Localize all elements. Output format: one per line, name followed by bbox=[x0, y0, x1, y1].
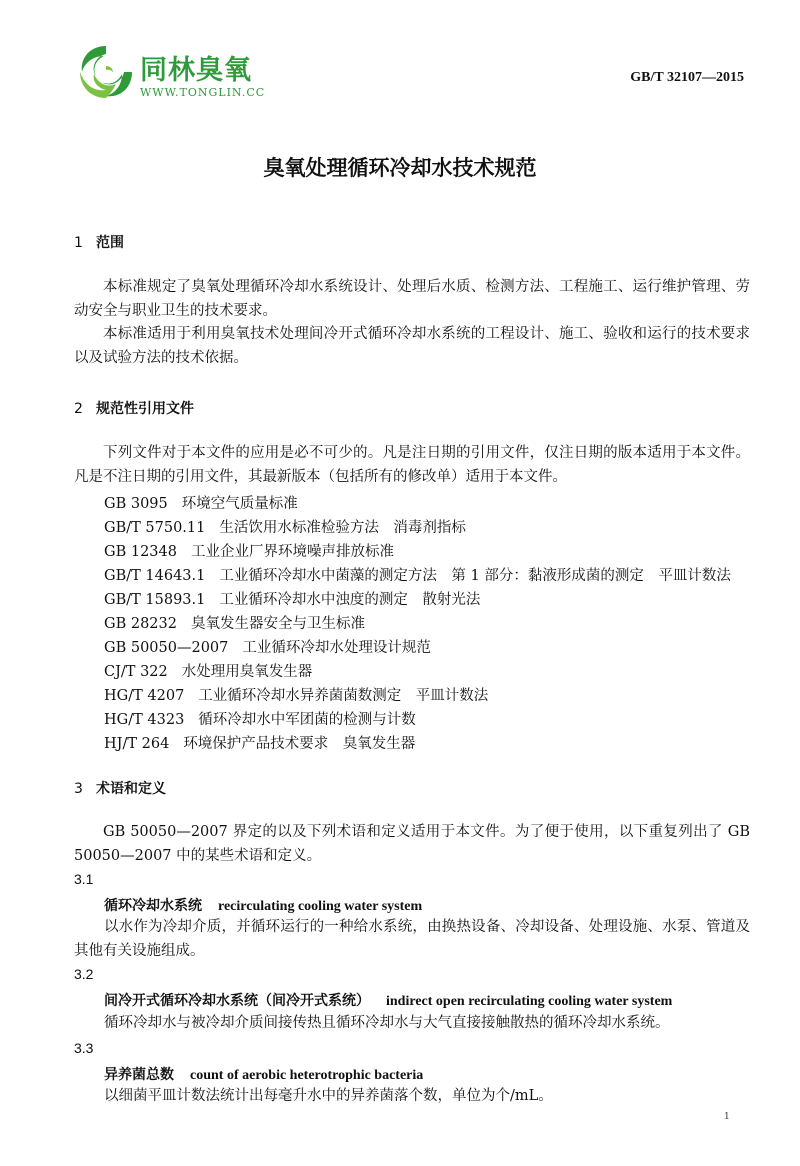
term-name bbox=[104, 990, 672, 1010]
reference-title: 水处理用臭氧发生器 bbox=[181, 664, 313, 680]
tonglin-logo-icon bbox=[76, 42, 136, 102]
reference-code: HG/T 4323 bbox=[104, 712, 185, 728]
term-name-en: indirect open recirculating cooling water system bbox=[386, 994, 673, 1009]
reference-title: 臭氧发生器安全与卫生标准 bbox=[190, 616, 365, 632]
section-title: 术语和定义 bbox=[96, 781, 166, 797]
page-header bbox=[0, 0, 800, 120]
reference-code: GB/T 15893.1 bbox=[104, 592, 206, 608]
brand-name: 同林臭氧 bbox=[140, 55, 252, 86]
reference-code: HG/T 4207 bbox=[104, 688, 185, 704]
reference-title: 工业循环冷却水中菌藻的测定方法 第 1 部分：黏液形成菌的测定 平皿计数法 bbox=[219, 568, 731, 584]
reference-title: 工业循环冷却水处理设计规范 bbox=[242, 640, 431, 656]
section-heading-terms-definitions bbox=[74, 778, 166, 798]
section-number: 2 bbox=[74, 401, 83, 417]
term-name bbox=[104, 1064, 423, 1084]
reference-code: GB 28232 bbox=[104, 616, 177, 632]
term-name-cn: 异养菌总数 bbox=[104, 1067, 174, 1083]
section-number: 1 bbox=[74, 235, 83, 251]
reference-item bbox=[104, 564, 731, 585]
reference-title: 工业循环冷却水中浊度的测定 散射光法 bbox=[219, 592, 481, 608]
reference-item bbox=[104, 732, 415, 753]
brand-url: WWW.TONGLIN.CC bbox=[140, 86, 266, 99]
reference-title: 环境空气质量标准 bbox=[181, 496, 298, 512]
standard-code: GB/T 32107—2015 bbox=[630, 70, 744, 85]
term-number: 3.1 bbox=[74, 871, 94, 887]
term-definition: 以细菌平皿计数法统计出每毫升水中的异养菌落个数，单位为个/mL。 bbox=[104, 1088, 553, 1104]
reference-title: 工业企业厂界环境噪声排放标准 bbox=[190, 544, 394, 560]
term-name-cn: 循环冷却水系统 bbox=[104, 898, 202, 914]
section-title: 规范性引用文件 bbox=[96, 401, 194, 417]
reference-title: 工业循环冷却水异养菌菌数测定 平皿计数法 bbox=[198, 688, 489, 704]
reference-item bbox=[104, 708, 416, 729]
term-definition: 以水作为冷却介质，并循环运行的一种给水系统，由换热设备、冷却设备、处理设施、水泵、管道及其他有关设施组成。 bbox=[74, 919, 750, 959]
reference-code: HJ/T 264 bbox=[104, 736, 170, 752]
section-number: 3 bbox=[74, 781, 83, 797]
document-title: 臭氧处理循环冷却水技术规范 bbox=[263, 156, 537, 180]
reference-title: 生活饮用水标准检验方法 消毒剂指标 bbox=[219, 520, 466, 536]
reference-code: CJ/T 322 bbox=[104, 664, 168, 680]
reference-item bbox=[104, 660, 312, 681]
reference-item bbox=[104, 684, 488, 705]
reference-code: GB 12348 bbox=[104, 544, 177, 560]
term-number: 3.2 bbox=[74, 966, 94, 982]
term-name bbox=[104, 895, 422, 915]
page-number: 1 bbox=[724, 1112, 730, 1122]
paragraph: 本标准适用于利用臭氧技术处理间冷开式循环冷却水系统的工程设计、施工、验收和运行的技术要求以及试验方法的技术依据。 bbox=[74, 326, 750, 366]
paragraph: 下列文件对于本文件的应用是必不可少的。凡是注日期的引用文件，仅注日期的版本适用于本文件。凡是不注日期的引用文件，其最新版本（包括所有的修改单）适用于本文件。 bbox=[74, 445, 750, 485]
reference-title: 环境保护产品技术要求 臭氧发生器 bbox=[183, 736, 416, 752]
paragraph: 本标准规定了臭氧处理循环冷却水系统设计、处理后水质、检测方法、工程施工、运行维护管理、劳动安全与职业卫生的技术要求。 bbox=[74, 279, 750, 319]
term-name-en: recirculating cooling water system bbox=[218, 899, 423, 914]
reference-code: GB 50050—2007 bbox=[104, 640, 229, 656]
term-definition: 循环冷却水与被冷却介质间接传热且循环冷却水与大气直接接触散热的循环冷却水系统。 bbox=[104, 1015, 670, 1031]
term-name-en: count of aerobic heterotrophic bacteria bbox=[190, 1068, 424, 1083]
paragraph: GB 50050—2007 界定的以及下列术语和定义适用于本文件。为了便于使用，以下重复列出了 GB 50050—2007 中的某些术语和定义。 bbox=[74, 824, 750, 864]
section-heading-normative-references bbox=[74, 398, 194, 418]
reference-code: GB/T 14643.1 bbox=[104, 568, 206, 584]
reference-code: GB/T 5750.11 bbox=[104, 520, 206, 536]
term-number: 3.3 bbox=[74, 1040, 94, 1056]
reference-item bbox=[104, 588, 480, 609]
reference-item bbox=[104, 516, 466, 537]
section-title: 范围 bbox=[96, 235, 124, 251]
reference-title: 循环冷却水中军团菌的检测与计数 bbox=[198, 712, 416, 728]
term-name-cn: 间冷开式循环冷却水系统（间冷开式系统） bbox=[104, 993, 370, 1009]
reference-item bbox=[104, 636, 431, 657]
reference-item bbox=[104, 612, 365, 633]
reference-item bbox=[104, 492, 298, 513]
reference-code: GB 3095 bbox=[104, 496, 168, 512]
reference-item bbox=[104, 540, 394, 561]
section-heading-scope bbox=[74, 232, 124, 252]
